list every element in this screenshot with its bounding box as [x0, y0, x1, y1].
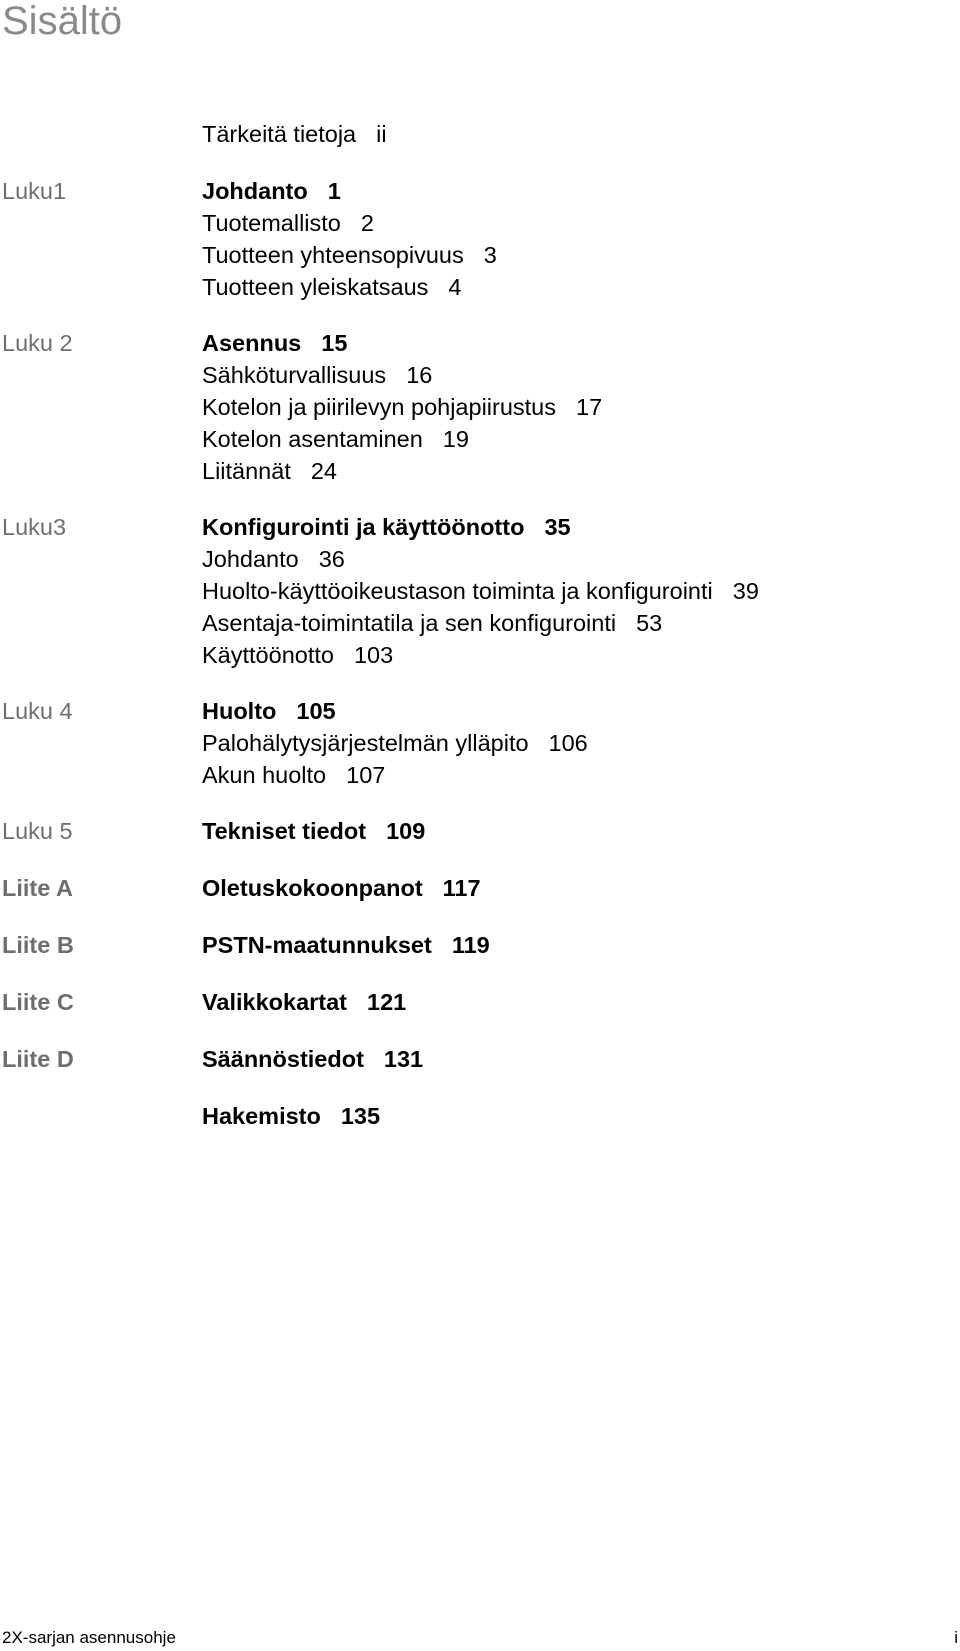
toc-entry-row[interactable]	[0, 638, 960, 672]
chapter-4-heading-row[interactable]	[0, 694, 960, 728]
heading-page: 121	[367, 989, 407, 1015]
toc-entry	[202, 726, 588, 760]
appendix-label: Liite D	[2, 1046, 74, 1072]
toc-entry	[202, 542, 345, 576]
heading-label: Säännöstiedot	[202, 1046, 364, 1072]
entry-label: Asentaja-toimintatila ja sen konfigurointi	[202, 610, 617, 636]
entry-page: ii	[376, 121, 387, 147]
entry-page: 36	[318, 546, 345, 572]
footer-document-title: 2X-sarjan asennusohje	[2, 1628, 176, 1647]
chapter-3-heading-row[interactable]	[0, 510, 960, 544]
entry-label: Kotelon ja piirilevyn pohjapiirustus	[202, 394, 557, 420]
chapter-2-heading-row[interactable]	[0, 326, 960, 360]
entry-page: 24	[310, 458, 337, 484]
toc-entry-row[interactable]	[0, 574, 960, 608]
toc-entry	[202, 574, 759, 608]
entry-page: 103	[353, 642, 394, 668]
toc-entry	[202, 238, 497, 272]
toc-heading	[202, 871, 481, 905]
toc-entry	[202, 638, 393, 672]
toc-entry-row[interactable]	[0, 542, 960, 576]
chapter-5-heading-row[interactable]	[0, 814, 960, 848]
toc-entry	[202, 422, 469, 456]
entry-page: 39	[732, 578, 759, 604]
chapter-label: Luku 2	[2, 330, 73, 356]
appendix-b-heading-row[interactable]	[0, 928, 960, 962]
heading-label: PSTN-maatunnukset	[202, 932, 432, 958]
toc-entry-row[interactable]	[0, 454, 960, 488]
appendix-label: Liite C	[2, 989, 74, 1015]
heading-label: Hakemisto	[202, 1103, 321, 1129]
appendix-c-heading-row[interactable]	[0, 985, 960, 1019]
entry-label: Tuotemallisto	[202, 210, 341, 236]
toc-heading	[202, 1042, 423, 1076]
toc-entry-row[interactable]	[0, 270, 960, 304]
toc-heading	[202, 326, 347, 360]
chapter-label: Luku 4	[2, 698, 73, 724]
entry-label: Käyttöönotto	[202, 642, 334, 668]
toc-entry-row[interactable]	[0, 758, 960, 792]
toc-heading	[202, 928, 490, 962]
heading-page: 131	[383, 1046, 424, 1072]
entry-page: 16	[406, 362, 433, 388]
toc-heading	[202, 985, 406, 1019]
appendix-a-heading-row[interactable]	[0, 871, 960, 905]
toc-entry	[202, 206, 374, 240]
chapter-label: Luku1	[2, 178, 67, 204]
entry-label: Huolto-käyttöoikeustason toiminta ja konfigurointi	[202, 578, 713, 604]
toc-entry	[202, 454, 337, 488]
heading-page: 135	[340, 1103, 381, 1129]
entry-page: 17	[576, 394, 603, 420]
page-title: Sisältö	[2, 0, 123, 43]
toc-entry	[202, 390, 602, 424]
chapter-label: Luku 5	[2, 818, 73, 844]
heading-label: Huolto	[202, 698, 277, 724]
entry-page: 106	[548, 730, 588, 756]
toc-heading	[202, 510, 571, 544]
index-heading-row[interactable]	[0, 1099, 960, 1133]
heading-label: Valikkokartat	[202, 989, 348, 1015]
heading-page: 35	[544, 514, 571, 540]
entry-page: 4	[448, 274, 462, 300]
heading-page: 15	[321, 330, 348, 356]
heading-page: 1	[327, 178, 341, 204]
toc-heading	[202, 174, 341, 208]
toc-entry	[202, 270, 462, 304]
entry-label: Tuotteen yleiskatsaus	[202, 274, 429, 300]
footer-page-number: i	[954, 1628, 958, 1647]
chapter-1-heading-row[interactable]	[0, 174, 960, 208]
heading-label: Asennus	[202, 330, 302, 356]
heading-label: Konfigurointi ja käyttöönotto	[202, 514, 525, 540]
entry-label: Liitännät	[202, 458, 291, 484]
toc-entry	[202, 758, 385, 792]
heading-page: 109	[386, 818, 426, 844]
toc-front-row[interactable]	[0, 117, 960, 151]
heading-label: Tekniset tiedot	[202, 818, 367, 844]
entry-label: Kotelon asentaminen	[202, 426, 423, 452]
entry-label: Tuotteen yhteensopivuus	[202, 242, 464, 268]
entry-label: Sähköturvallisuus	[202, 362, 387, 388]
heading-page: 117	[442, 875, 481, 901]
entry-page: 53	[636, 610, 663, 636]
toc-entry	[202, 358, 432, 392]
appendix-label: Liite A	[2, 875, 73, 901]
entry-label: Johdanto	[202, 546, 299, 572]
toc-entry-row[interactable]	[0, 358, 960, 392]
entry-label: Tärkeitä tietoja	[202, 121, 357, 147]
toc-entry-row[interactable]	[0, 238, 960, 272]
toc-entry	[202, 606, 662, 640]
appendix-d-heading-row[interactable]	[0, 1042, 960, 1076]
entry-page: 19	[442, 426, 469, 452]
heading-label: Oletuskokoonpanot	[202, 875, 423, 901]
toc-heading	[202, 814, 425, 848]
entry-page: 107	[346, 762, 386, 788]
toc-heading	[202, 1099, 380, 1133]
toc-entry-row[interactable]	[0, 606, 960, 640]
toc-heading	[202, 694, 336, 728]
heading-page: 105	[296, 698, 336, 724]
heading-page: 119	[451, 932, 490, 958]
chapter-label: Luku3	[2, 514, 67, 540]
entry-label: Akun huolto	[202, 762, 327, 788]
heading-label: Johdanto	[202, 178, 308, 204]
toc-entry-row[interactable]	[0, 726, 960, 760]
entry-page: 2	[360, 210, 374, 236]
toc-entry-row[interactable]	[0, 422, 960, 456]
entry-label: Palohälytysjärjestelmän ylläpito	[202, 730, 529, 756]
appendix-label: Liite B	[2, 932, 74, 958]
entry-page: 3	[483, 242, 497, 268]
toc-entry	[202, 117, 387, 151]
toc-entry-row[interactable]	[0, 390, 960, 424]
toc-entry-row[interactable]	[0, 206, 960, 240]
